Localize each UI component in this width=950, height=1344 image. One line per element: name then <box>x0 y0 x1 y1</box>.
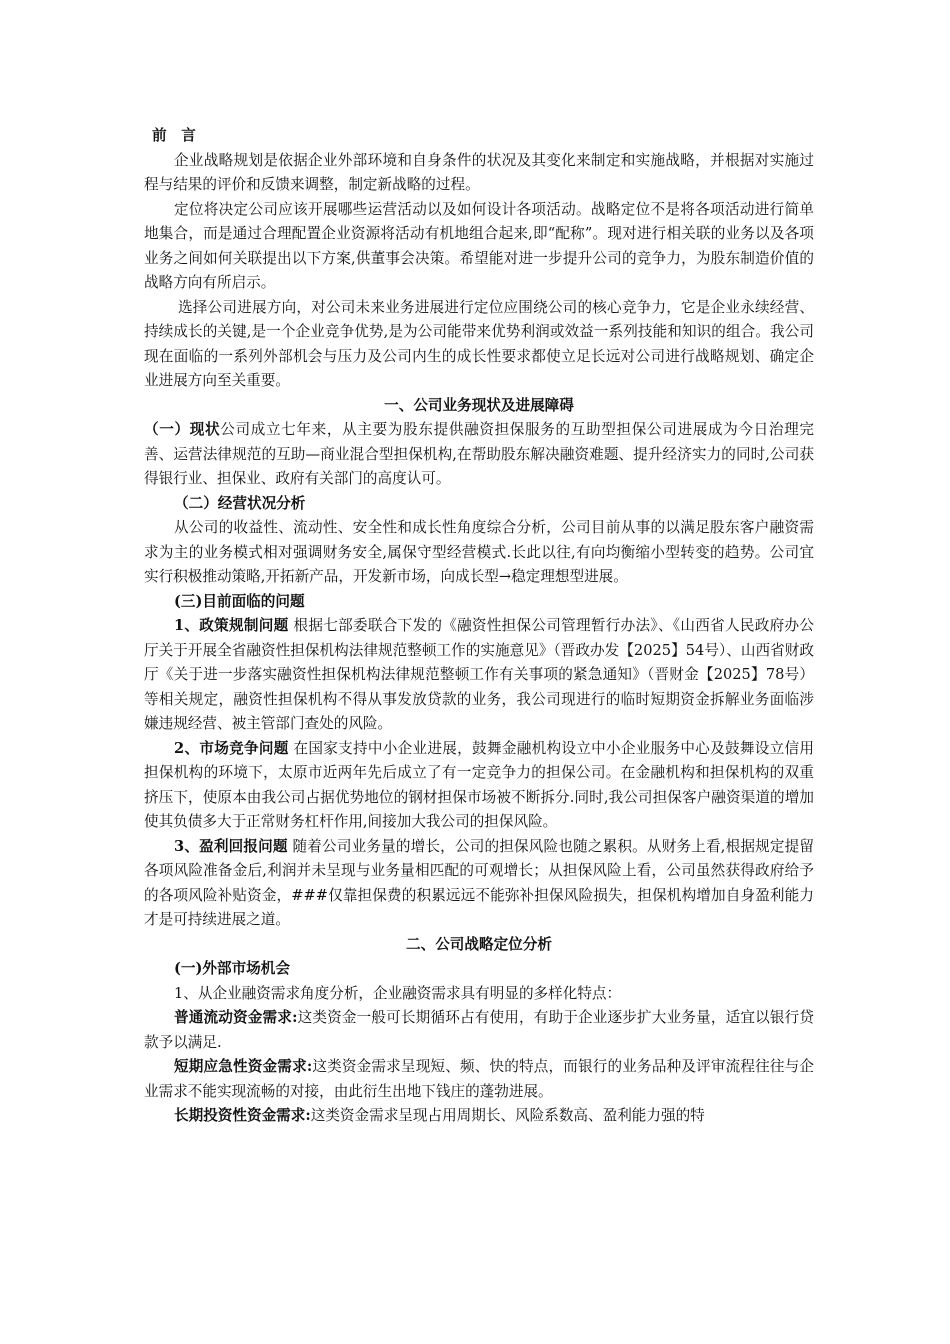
need-1-paragraph <box>144 1006 814 1055</box>
problem-2-label: 2、市场竞争问题 <box>174 739 289 757</box>
need-1-label: 普通流动资金需求: <box>174 1009 298 1026</box>
problem-2-paragraph <box>144 737 814 835</box>
need-3-text: 这类资金需求呈现占用周期长、风险系数高、盈利能力强的特 <box>310 1107 705 1124</box>
section-2-title: 二、公司战略定位分析 <box>406 935 552 953</box>
current-problems-title: (三)目前面临的问题 <box>174 592 305 610</box>
problem-1-text: 根据七部委联合下发的《融资性担保公司管理暂行办法》、《山西省人民政府办公厅关于开展全省融资性担保机构法律规范整顿工作的实施意见》（晋政办发【2025】54号）、山西省财政厅《关于进一步落实融资性担保机构法律规范整顿工作有关事项的紧急通知》（晋财金【2025】78号）等相关规定，融资性担保机构不得从事发放贷款的业务，我公司现进行的临时短期资金拆解业务面临涉嫌违规经营、被主管部门查处的风险。 <box>144 617 814 732</box>
problem-1-paragraph <box>144 614 814 737</box>
need-2-text: 这类资金需求呈现短、频、快的特点，而银行的业务品种及评审流程往往与企业需求不能实现流畅的对接，由此衍生出地下钱庄的蓬勃进展。 <box>144 1058 814 1100</box>
preface-title: 前 言 <box>152 127 196 144</box>
need-2-label: 短期应急性资金需求: <box>174 1058 313 1075</box>
operation-analysis-paragraph: 从公司的收益性、流动性、安全性和成长性角度综合分析，公司目前从事的以满足股东客户融资需求为主的业务模式相对强调财务安全,属保守型经营模式.长此以往,有向均衡缩小型转变的趋势。公司宜实行积极推动策略,开拓新产品，开发新市场，向成长型→稳定理想型进展。 <box>144 519 814 585</box>
current-status-paragraph <box>144 418 814 492</box>
problem-1-label: 1、政策规制问题 <box>174 617 289 634</box>
financing-needs-intro: 1、从企业融资需求角度分析，企业融资需求具有明显的多样化特点： <box>174 984 622 1002</box>
problem-3-paragraph <box>144 835 814 933</box>
need-2-paragraph <box>144 1055 814 1104</box>
preface-paragraph-2: 定位将决定公司应该开展哪些运营活动以及如何设计各项活动。战略定位不是将各项活动进行简单地集合，而是通过合理配置企业资源将活动有机地组合起来,即“配称”。现对进行相关联的业务以及各项业务之间如何关联提出以下方案,供董事会决策。希望能对进一步提升公司的竞争力，为股东制造价值的战略方向有所启示。 <box>144 200 814 291</box>
operation-analysis-title: （二）经营状况分析 <box>174 494 306 512</box>
preface-paragraph-1: 企业战略规划是依据企业外部环境和自身条件的状况及其变化来制定和实施战略，并根据对实施过程与结果的评价和反馈来调整，制定新战略的过程。 <box>144 151 814 193</box>
external-opportunity-title: (一)外部市场机会 <box>174 960 290 977</box>
need-3-paragraph <box>144 1104 814 1129</box>
current-status-text: 公司成立七年来，从主要为股东提供融资担保服务的互助型担保公司进展成为今日治理完善、运营法律规范的互助—商业混合型担保机构,在帮助股东解决融资难题、提升经济实力的同时,公司获得银行业、担保业、政府有关部门的高度认可。 <box>144 421 814 487</box>
problem-3-label: 3、盈利回报问题 <box>174 837 288 855</box>
need-3-label: 长期投资性资金需求: <box>174 1107 311 1124</box>
problem-3-text: 随着公司业务量的增长，公司的担保风险也随之累积。从财务上看,根据规定提留各项风险准备金后,利润并未呈现与业务量相匹配的可观增长；从担保风险上看，公司虽然获得政府给予的各项风险补贴资金，###仅靠担保费的积累远远不能弥补担保风险损失，担保机构增加自身盈利能力才是可持续进展之道。 <box>144 837 815 928</box>
current-status-label: （一）现状 <box>144 421 221 438</box>
section-1-title: 一、公司业务现状及进展障碍 <box>384 396 574 414</box>
document-page <box>144 124 814 1129</box>
need-1-text: 这类资金一般可长期循环占有使用，有助于企业逐步扩大业务量，适宜以银行贷款予以满足. <box>144 1009 814 1051</box>
problem-2-text: 在国家支持中小企业进展，鼓舞金融机构设立中小企业服务中心及鼓舞设立信用担保机构的环境下，太原市近两年先后成立了有一定竞争力的担保公司。在金融机构和担保机构的双重挤压下，使原本由我公司占据优势地位的钢材担保市场被不断拆分.同时,我公司担保客户融资渠道的增加使其负债多大于正常财务杠杆作用,间接加大我公司的担保风险。 <box>144 739 814 830</box>
preface-paragraph-3: 选择公司进展方向，对公司未来业务进展进行定位应围绕公司的核心竞争力，它是企业永续经营、持续成长的关键,是一个企业竞争优势,是为公司能带来优势利润或效益一系列技能和知识的组合。我公司现在面临的一系列外部机会与压力及公司内生的成长性要求都使立足长远对公司进行战略规划、确定企业进展方向至关重要。 <box>144 298 814 389</box>
